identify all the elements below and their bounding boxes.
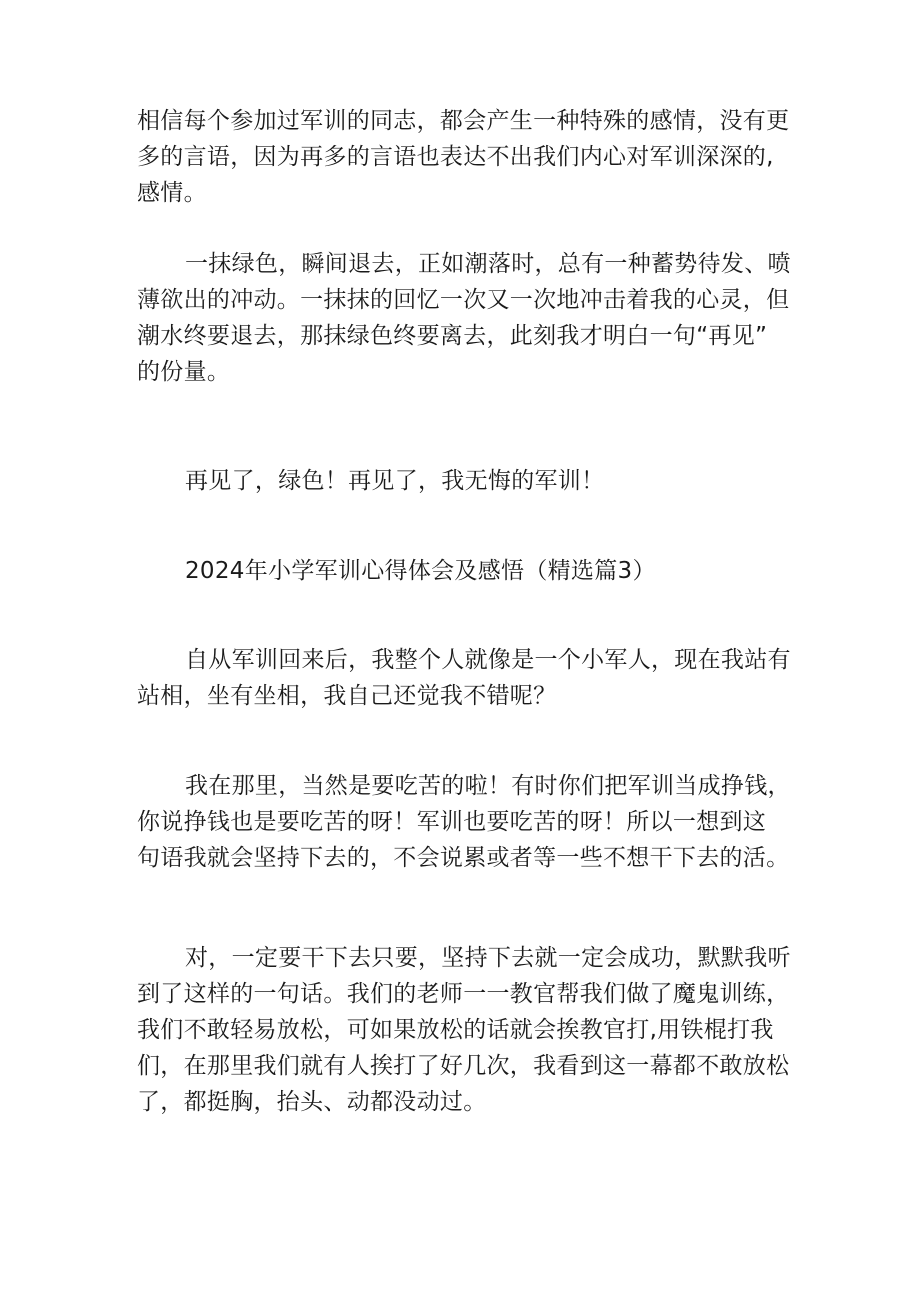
paragraph-5 bbox=[137, 768, 797, 876]
text-line: 了，都挺胸，抬头、动都没动过。 bbox=[137, 1089, 487, 1115]
text-line: 潮水终要退去，那抹绿色终要离去，此刻我才明白一句“再见” bbox=[137, 323, 768, 349]
text-line: 多的言语，因为再多的言语也表达不出我们内心对军训深深的, bbox=[137, 144, 774, 170]
text-line: 站相，坐有坐相，我自己还觉我不错呢？ bbox=[137, 683, 557, 709]
text-line: 到了这样的一句话。我们的老师一一教官帮我们做了魔鬼训练， bbox=[137, 981, 790, 1007]
text-line: 我在那里，当然是要吃苦的啦！有时你们把军训当成挣钱， bbox=[185, 773, 791, 799]
text-line: 相信每个参加过军训的同志，都会产生一种特殊的感情，没有更 bbox=[137, 108, 790, 134]
text-line: 自从军训回来后，我整个人就像是一个小军人，现在我站有 bbox=[185, 647, 791, 673]
text-line: 你说挣钱也是要吃苦的呀！军训也要吃苦的呀！所以一想到这 bbox=[137, 809, 767, 835]
text-line: 句语我就会坚持下去的，不会说累或者等一些不想干下去的活。 bbox=[137, 845, 790, 871]
paragraph-3 bbox=[137, 463, 797, 499]
text-line: 薄欲出的冲动。一抹抹的回忆一次又一次地冲击着我的心灵，但 bbox=[137, 287, 790, 313]
paragraph-6 bbox=[137, 940, 797, 1120]
paragraph-1 bbox=[137, 103, 797, 211]
text-line: 一抹绿色，瞬间退去，正如潮落时，总有一种蓄势待发、喷 bbox=[185, 251, 791, 277]
text-line: 再见了，绿色！再见了，我无悔的军训！ bbox=[185, 468, 605, 494]
heading-text: 2024年小学军训心得体会及感悟（精选篇3） bbox=[185, 558, 656, 584]
text-line: 的份量。 bbox=[137, 359, 231, 385]
paragraph-4 bbox=[137, 642, 797, 714]
text-line: 感情。 bbox=[137, 180, 207, 206]
text-line: 们，在那里我们就有人挨打了好几次，我看到这一幕都不敢放松 bbox=[137, 1053, 790, 1079]
section-heading bbox=[137, 553, 797, 589]
text-line: 对，一定要干下去只要，坚持下去就一定会成功，默默我听 bbox=[185, 945, 791, 971]
text-line: 我们不敢轻易放松，可如果放松的话就会挨教官打,用铁棍打我 bbox=[137, 1017, 774, 1043]
paragraph-2 bbox=[137, 246, 797, 390]
